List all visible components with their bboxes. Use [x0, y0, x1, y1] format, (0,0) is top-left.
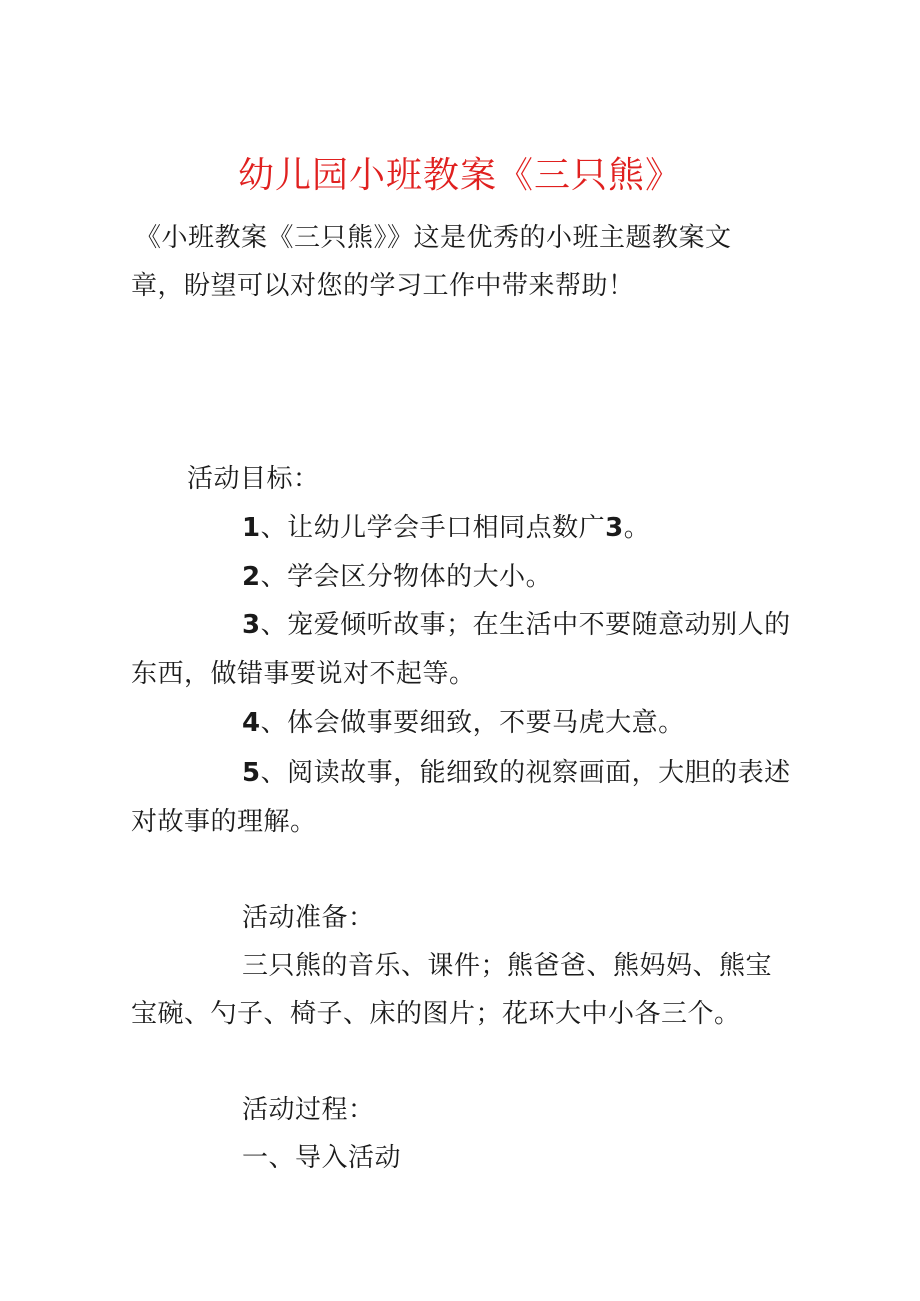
goal-number: 5 [242, 758, 261, 788]
document-title: 幼儿园小班教案《三只熊》 [237, 155, 682, 196]
goal-text: 、体会做事要细致，不要马虎大意。 [260, 708, 685, 738]
process-heading: 活动过程： [242, 1095, 375, 1125]
goal-item [242, 703, 685, 743]
goals-heading: 活动目标： [187, 464, 320, 494]
goal-item [242, 605, 791, 645]
goal-number: 1 [242, 513, 261, 543]
goal-number: 3 [242, 610, 261, 640]
goal-item [242, 753, 791, 793]
intro-line: 《小班教案《三只熊》》这是优秀的小班主题教案文 [135, 223, 732, 253]
goal-text: 、让幼儿学会手口相同点数广 [260, 513, 606, 543]
goal-text-tail: 。 [623, 513, 651, 543]
goal-item-continuation: 东西，做错事要说对不起等。 [131, 659, 476, 689]
goal-number: 2 [242, 562, 261, 592]
goal-text: 、学会区分物体的大小。 [260, 562, 553, 592]
goal-item [242, 508, 650, 548]
goal-item-continuation: 对故事的理解。 [131, 807, 317, 837]
goal-inline-number: 3 [605, 513, 624, 543]
intro-line: 章，盼望可以对您的学习工作中带来帮助！ [131, 271, 635, 301]
preparation-heading: 活动准备： [242, 903, 375, 933]
goal-text: 、宠爱倾听故事；在生活中不要随意动别人的 [260, 610, 791, 640]
preparation-text: 宝碗、勺子、椅子、床的图片；花环大中小各三个。 [131, 999, 741, 1029]
goal-item [242, 557, 552, 597]
process-step: 一、导入活动 [242, 1143, 402, 1173]
preparation-text: 三只熊的音乐、课件；熊爸爸、熊妈妈、熊宝 [242, 951, 773, 981]
goal-number: 4 [242, 708, 261, 738]
goal-text: 、阅读故事，能细致的视察画面，大胆的表述 [260, 758, 791, 788]
